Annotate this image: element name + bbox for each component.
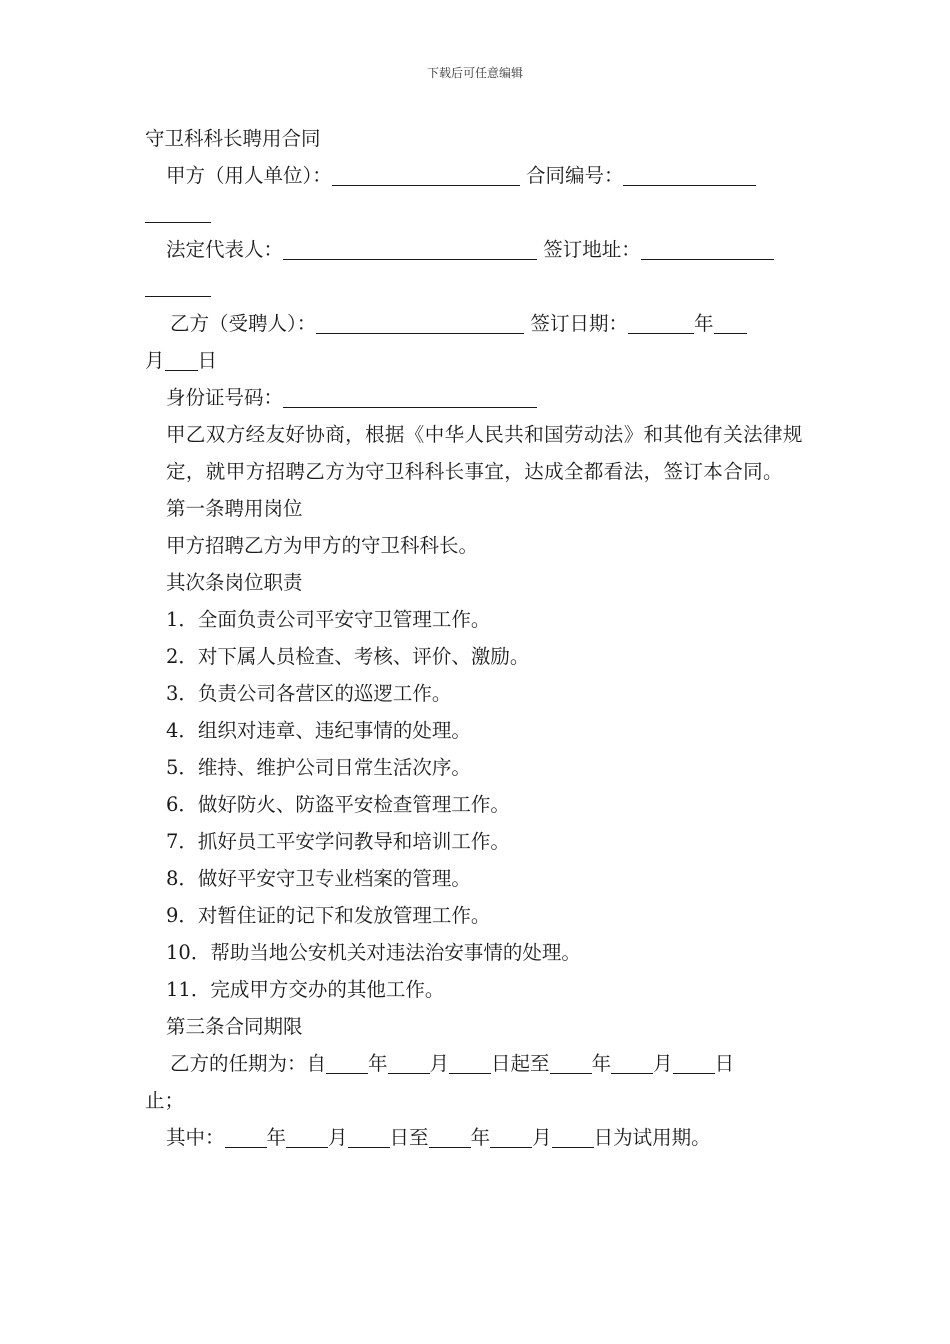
contract-no-label: 合同编号： xyxy=(525,164,624,187)
term-end-year-label: 年 xyxy=(591,1052,612,1075)
probation-end-year-blank[interactable] xyxy=(429,1128,471,1149)
party-a-label: 甲方（用人单位）： xyxy=(166,164,332,187)
duty-item: 9．对暂住证的记下和发放管理工作。 xyxy=(166,904,491,927)
legal-rep-label: 法定代表人： xyxy=(166,238,284,261)
header-note: 下载后可任意编辑 xyxy=(426,66,523,80)
contract-no-blank-continued[interactable] xyxy=(145,203,211,224)
duty-item: 6．做好防火、防盗平安检查管理工作。 xyxy=(166,793,510,816)
sign-year-blank[interactable] xyxy=(628,314,694,335)
probation-year-label: 年 xyxy=(266,1126,287,1149)
duty-item: 3．负责公司各营区的巡逻工作。 xyxy=(166,682,452,705)
probation-start-day-blank[interactable] xyxy=(348,1128,390,1149)
id-blank[interactable] xyxy=(283,388,537,409)
term-line xyxy=(145,1045,810,1082)
sign-month-blank[interactable] xyxy=(714,314,747,335)
document-title: 守卫科科长聘用合同 xyxy=(145,127,321,150)
sign-year-label: 年 xyxy=(693,312,714,335)
legal-rep-line xyxy=(145,231,810,268)
term-end-month-blank[interactable] xyxy=(611,1054,653,1075)
term-from-label: 日起至 xyxy=(491,1052,550,1075)
sign-place-label: 签订地址： xyxy=(543,238,641,261)
term-prefix: 乙方的任期为：自 xyxy=(170,1052,327,1075)
party-b-blank[interactable] xyxy=(316,314,524,335)
party-a-line xyxy=(145,157,810,194)
term-start-month-blank[interactable] xyxy=(388,1054,430,1075)
sign-date-label: 签订日期： xyxy=(530,312,628,335)
duty-item: 10．帮助当地公安机关对违法治安事情的处理。 xyxy=(166,941,581,964)
sign-day-blank[interactable] xyxy=(165,351,198,372)
contract-no-blank[interactable] xyxy=(623,166,756,187)
duty-item: 8．做好平安守卫专业档案的管理。 xyxy=(166,867,471,890)
party-b-label: 乙方（受聘人）： xyxy=(170,312,317,335)
probation-end-year-label: 年 xyxy=(470,1126,491,1149)
sign-place-continuation xyxy=(145,268,810,305)
sign-day-label: 日 xyxy=(197,349,218,372)
term-end-day-label: 日 xyxy=(714,1052,735,1075)
probation-start-year-blank[interactable] xyxy=(225,1128,267,1149)
probation-to-label: 日至 xyxy=(389,1126,429,1149)
sign-month-label: 月 xyxy=(145,349,165,372)
sign-place-blank[interactable] xyxy=(641,240,774,261)
article1-heading: 第一条聘用岗位 xyxy=(166,497,303,520)
probation-line xyxy=(145,1119,810,1156)
probation-start-month-blank[interactable] xyxy=(286,1128,328,1149)
term-year-label: 年 xyxy=(368,1052,388,1075)
party-b-line xyxy=(145,305,810,342)
intro-paragraph: 甲乙双方经友好协商，根据《中华人民共和国劳动法》和其他有关法律规定，就甲方招聘乙方为守卫科科长事宜，达成全都看法，签订本合同。 xyxy=(166,423,803,483)
article1-text: 甲方招聘乙方为甲方的守卫科科长。 xyxy=(166,534,479,557)
duty-item: 11．完成甲方交办的其他工作。 xyxy=(166,978,445,1001)
document-body xyxy=(145,120,810,1156)
probation-end-day-blank[interactable] xyxy=(552,1128,594,1149)
duty-item: 4．组织对违章、违纪事情的处理。 xyxy=(166,719,471,742)
contract-no-continuation xyxy=(145,194,810,231)
legal-rep-blank[interactable] xyxy=(283,240,537,261)
term-suffix: 止； xyxy=(145,1089,185,1112)
probation-month-label: 月 xyxy=(328,1126,348,1149)
term-month-label: 月 xyxy=(429,1052,450,1075)
sign-date-continuation xyxy=(145,342,810,379)
probation-end-month-label: 月 xyxy=(532,1126,552,1149)
id-label: 身份证号码： xyxy=(166,386,284,409)
duty-item: 5．维持、维护公司日常生活次序。 xyxy=(166,756,471,779)
duty-item: 7．抓好员工平安学问教导和培训工作。 xyxy=(166,830,510,853)
article2-heading: 其次条岗位职责 xyxy=(166,571,303,594)
duty-item: 1．全面负责公司平安守卫管理工作。 xyxy=(166,608,491,631)
article3-heading: 第三条合同期限 xyxy=(166,1015,303,1038)
probation-suffix: 日为试用期。 xyxy=(593,1126,711,1149)
term-start-year-blank[interactable] xyxy=(326,1054,368,1075)
term-end-year-blank[interactable] xyxy=(550,1054,592,1075)
probation-end-month-blank[interactable] xyxy=(490,1128,532,1149)
probation-prefix: 其中： xyxy=(166,1126,225,1149)
term-start-day-blank[interactable] xyxy=(449,1054,491,1075)
party-a-blank[interactable] xyxy=(332,166,520,187)
term-end-month-label: 月 xyxy=(653,1052,673,1075)
duty-item: 2．对下属人员检查、考核、评价、激励。 xyxy=(166,645,530,668)
term-end-day-blank[interactable] xyxy=(673,1054,715,1075)
id-line xyxy=(145,379,810,416)
sign-place-blank-continued[interactable] xyxy=(145,277,211,298)
